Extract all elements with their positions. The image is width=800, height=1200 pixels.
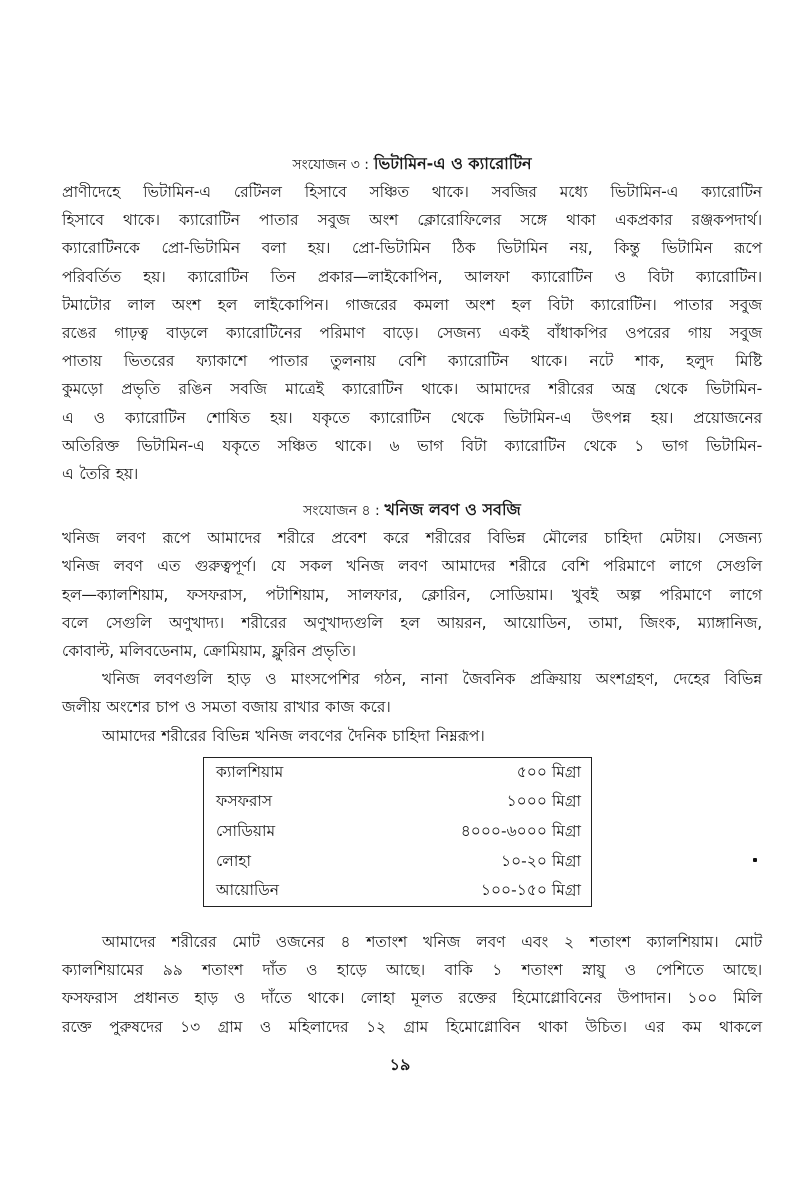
section-4-prefix: সংযোজন ৪ : — [303, 503, 380, 520]
text-line: খনিজ লবণ রূপে আমাদের শরীরে প্রবেশ করে শরীরের বিভিন্ন মৌলের চাহিদা মেটায়। সেজন্য — [62, 529, 762, 548]
text-line: ফসফরাস প্রধানত হাড় ও দাঁতে থাকে। লোহা মূলত রক্তের হিমোগ্লোবিনের উপাদান। ১০০ মিলি — [62, 989, 762, 1008]
section-4-paragraph-2 — [62, 665, 762, 721]
text-line: পাতায় ভিতরের ফ্যাকাশে পাতার তুলনায় বেশি ক্যারোটিন থাকে। নটে শাক, হলুদ মিষ্টি — [62, 352, 762, 371]
page-body-continued — [62, 928, 762, 1041]
section-3-heading — [62, 150, 762, 178]
table-row — [204, 876, 591, 906]
stray-ink-dot — [753, 858, 757, 862]
table-row — [204, 817, 591, 847]
section-4-paragraph-1 — [62, 524, 762, 665]
mineral-amount: ১০-২০ মিগ্রা — [501, 851, 581, 870]
mineral-name: লোহা — [216, 851, 251, 870]
text-line: পরিবর্তিত হয়। ক্যারোটিন তিন প্রকার—লাইকোপিন, আলফা ক্যারোটিন ও বিটা ক্যারোটিন। — [62, 267, 762, 286]
text-line: আমাদের শরীরের বিভিন্ন খনিজ লবণের দৈনিক চাহিদা নিম্নরূপ। — [102, 726, 485, 745]
page-number: ১৯ — [389, 1055, 411, 1074]
text-line: প্রাণীদেহে ভিটামিন-এ রেটিনল হিসাবে সঞ্চিত থাকে। সবজির মধ্যে ভিটামিন-এ ক্যারোটিন — [62, 183, 762, 201]
text-line: ক্যারোটিনকে প্রো-ভিটামিন বলা হয়। প্রো-ভিটামিন ঠিক ভিটামিন নয়, কিন্তু ভিটামিন রূপে — [62, 239, 762, 258]
text-line: ক্যালশিয়ামের ৯৯ শতাংশ দাঁত ও হাড়ে আছে। বাকি ১ শতাংশ স্নায়ু ও পেশিতে আছে। — [62, 961, 762, 980]
text-line: কুমড়ো প্রভৃতি রঙিন সবজি মাত্রেই ক্যারোটিন থাকে। আমাদের শরীরের অন্ত্র থেকে ভিটামিন- — [62, 380, 762, 399]
table-row — [204, 847, 591, 877]
mineral-requirement-table — [203, 757, 592, 907]
text-line: বলে সেগুলি অণুখাদ্য। শরীরের অণুখাদ্যগুলি হল আয়রন, আয়োডিন, তামা, জিংক, ম্যাঙ্গানিজ, — [62, 613, 762, 632]
mineral-amount: ৫০০ মিগ্রা — [516, 762, 581, 781]
text-line: রক্তে পুরুষদের ১৩ গ্রাম ও মহিলাদের ১২ গ্রাম হিমোগ্লোবিন থাকা উচিত। এর কম থাকলে — [62, 1017, 762, 1036]
section-4-heading — [62, 496, 762, 524]
text-line: হিসাবে থাকে। ক্যারোটিন পাতার সবুজ অংশ ক্লোরোফিলের সঙ্গে থাকা একপ্রকার রঞ্জকপদার্থ। — [62, 211, 762, 230]
mineral-amount: ১০০-১৫০ মিগ্রা — [480, 881, 581, 900]
mineral-name: ক্যালশিয়াম — [216, 762, 284, 781]
mineral-name: আয়োডিন — [216, 881, 280, 900]
text-line: অতিরিক্ত ভিটামিন-এ যকৃতে সঞ্চিত থাকে। ৬ ভাগ বিটা ক্যারোটিন থেকে ১ ভাগ ভিটামিন- — [62, 436, 762, 455]
text-line: খনিজ লবণ এত গুরুত্বপূর্ণ। যে সকল খনিজ লবণ আমাদের শরীরে বেশি পরিমাণে লাগে সেগুলি — [62, 557, 762, 576]
table-row — [204, 788, 591, 818]
section-4-title: খনিজ লবণ ও সবজি — [384, 500, 521, 520]
text-line: কোবাল্ট, মলিবডেনাম, ক্রোমিয়াম, ফ্লুরিন প্রভৃতি। — [62, 642, 356, 661]
text-line: এ ও ক্যারোটিন শোষিত হয়। যকৃতে ক্যারোটিন থেকে ভিটামিন-এ উৎপন্ন হয়। প্রয়োজনের — [62, 408, 762, 427]
mineral-amount: ৪০০০-৬০০০ মিগ্রা — [460, 821, 581, 840]
section-3-paragraph — [62, 178, 762, 488]
text-line: টমাটোর লাল অংশ হল লাইকোপিন। গাজরের কমলা অংশ হল বিটা ক্যারোটিন। পাতার সবুজ — [62, 295, 762, 314]
mineral-name: ফসফরাস — [216, 792, 273, 811]
text-line: জলীয় অংশের চাপ ও সমতা বজায় রাখার কাজ করে। — [62, 698, 391, 717]
section-3-prefix: সংযোজন ৩ : — [292, 157, 370, 173]
text-line: রঙের গাঢ়ত্ব বাড়লে ক্যারোটিনের পরিমাণ বাড়ে। সেজন্য একই বাঁধাকপির ওপরের গায় সবুজ — [62, 324, 762, 343]
text-line: হল—ক্যালশিয়াম, ফসফরাস, পটাশিয়াম, সালফার, ক্লোরিন, সোডিয়াম। খুবই অল্প পরিমাণে লাগে — [62, 585, 762, 604]
text-line: আমাদের শরীরের মোট ওজনের ৪ শতাংশ খনিজ লবণ এবং ২ শতাংশ ক্যালশিয়াম। মোট — [102, 933, 762, 951]
section-3-title: ভিটামিন-এ ও ক্যারোটিন — [373, 154, 532, 173]
mineral-amount: ১০০০ মিগ্রা — [506, 792, 581, 811]
mineral-name: সোডিয়াম — [216, 821, 276, 840]
section-4-paragraph-3 — [62, 722, 762, 750]
text-line: এ তৈরি হয়। — [62, 465, 139, 484]
section-4-paragraph-4 — [62, 928, 762, 1041]
page-body — [62, 150, 762, 750]
table-row — [204, 758, 591, 788]
text-line: খনিজ লবণগুলি হাড় ও মাংসপেশির গঠন, নানা জৈবনিক প্রক্রিয়ায় অংশগ্রহণ, দেহের বিভিন্ন — [102, 670, 762, 689]
